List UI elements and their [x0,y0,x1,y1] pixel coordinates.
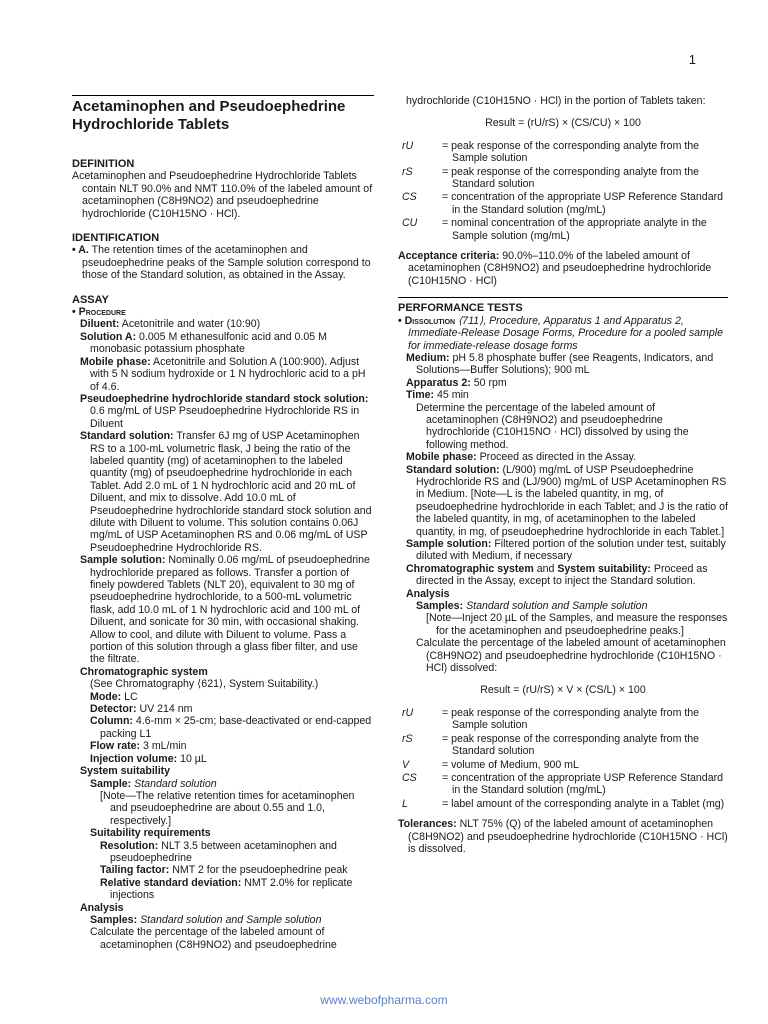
footer-link[interactable]: www.webofpharma.com [320,993,448,1007]
resolution-label: Resolution: [100,839,159,852]
dissolution-chromatographic-system [398,563,728,588]
standard-text: Transfer 6J mg of USP Acetaminophen RS to a 100-mL volumetric flask, J being the ratio of the labeled quantity (mg) of acetaminophen to the labeled quantity (mg) of pseudoephedrine hydrochloride in each Tablet. Add 2.0 mL of 1 N hydrochloric acid and 20 mL of Diluent, and mix to dissolve. Add 10.0 mL of Pseudoephedrine hydrochloride standard stock solution and dilute with Diluent to volume. This solution contains 0.06J mg/mL of USP Acetaminophen RS and 0.06 mg/mL of USP Pseudoephedrine Hydrochloride RS. [90,430,372,554]
def-text: = peak response of the corresponding analyte from the Sample solution [442,706,700,732]
pse-stock-text: 0.6 mg/mL of USP Pseudoephedrine Hydrochloride RS in Diluent [90,405,360,430]
def-text: = peak response of the corresponding analyte from the Standard solution [442,732,700,758]
detector-label: Detector: [90,703,137,716]
sample-text: Nominally 0.06 mg/mL of pseudoephedrine hydrochloride prepared as follows. Transfer a portion of finely powdered Tablets (NLT 20), equivalent to 30 mg of pseudoephedrine hydrochloride, to a 500-mL volumetric flask, add 10.0 mL of 1 N hydrochloric acid and 100 mL of Diluent, and sonicate for 30 min, with occasional shaking. Allow to cool, and dilute with Diluent to volume. Pass a portion of this solution through a glass fiber filter, and use the filtrate. [90,554,370,666]
dissolution-analysis-heading: Analysis [406,587,450,600]
determine-text: Determine the percentage of the labeled amount of acetaminophen (C8H9NO2) and pseudoephedrine hydrochloride (C10H15NO · HCl) dissolved by using the following method. [416,401,689,451]
suitability-sample-label: Sample: [90,777,132,790]
definition-heading: DEFINITION [72,158,135,170]
dissolution-sample-solution [398,538,728,563]
column-label: Column: [90,715,133,728]
assay-formula: Result = (rU/rS) × (CS/CU) × 100 [485,117,641,130]
assay-def-ru [398,140,728,165]
sample-solution [72,554,374,666]
assay-samples-text: Standard solution and Sample solution [140,913,322,926]
flow-label: Flow rate: [90,740,141,753]
system-suitability-heading: System suitability [80,765,171,778]
acceptance-text: 90.0%–110.0% of the labeled amount of acetaminophen (C8H9NO2) and pseudoephedrine hydrochloride (C10H15NO · HCl) [408,250,712,287]
column [72,715,374,740]
identification-bullet: • A. [72,244,89,257]
assay-def-cu [398,217,728,242]
dissolution-def-ru [398,707,728,732]
def-text: = concentration of the appropriate USP Reference Standard in the Standard solution (mg/mL) [442,191,724,216]
column-text: 4.6-mm × 25-cm; base-deactivated or end-capped packing L1 [100,715,372,740]
mobile-phase-label: Mobile phase: [80,355,151,368]
dissolution-mobile-text: Proceed as directed in the Assay. [479,451,637,464]
def-text: = peak response of the corresponding analyte from the Sample solution [442,139,700,165]
dissolution-mobile-label: Mobile phase: [406,451,477,464]
mobile-phase [72,356,374,393]
def-symbol: rS [402,732,413,745]
flow-text: 3 mL/min [142,740,187,753]
standard-label: Standard solution: [80,430,174,443]
acceptance-label: Acceptance criteria: [398,250,500,263]
dissolution-std-label: Standard solution: [406,463,500,476]
apparatus-text: 50 rpm [473,376,507,389]
dissolution-std-text: (L/900) mg/mL of USP Pseudoephedrine Hydrochloride RS and (LJ/900) mg/mL of USP Acetaminophen RS in Medium. [Note—L is the labeled quantity, in mg, of pseudoephedrine hydrochloride in each Tablet; and J is the ratio of the labeled quantity, in mg, of acetaminophen to the labeled quantity, in mg, of pseudoephedrine hydrochloride in each Tablet.] [416,463,728,538]
medium-text: pH 5.8 phosphate buffer (see Reagents, Indicators, and Solutions—Buffer Solutions); 900 mL [416,351,714,377]
resolution [72,840,374,865]
def-symbol: L [402,797,408,810]
tailing-label: Tailing factor: [100,864,170,877]
dissolution-label: • Dissolution [398,314,456,327]
dissolution-def-rs [398,733,728,758]
dissolution-samples-text: Standard solution and Sample solution [466,600,648,613]
identification-heading: IDENTIFICATION [72,232,160,245]
suitability-note: [Note—The relative retention times for acetaminophen and pseudoephedrine are about 0.55 and 1.0, respectively.] [100,789,355,827]
dissolution-formula: Result = (rU/rS) × V × (CS/L) × 100 [480,684,646,697]
def-symbol: CS [402,191,417,204]
dissolution-chrom-text: Proceed as directed in the Assay, except to inject the Standard solution. [416,562,708,588]
mode-text: LC [124,690,138,703]
solution-a-label: Solution A: [80,330,137,343]
dissolution-def-l [398,798,728,810]
injection-volume [72,753,374,765]
def-text: = volume of Medium, 900 mL [442,758,579,771]
def-symbol: rU [402,139,414,152]
dissolution-chrom-label: Chromatographic system [406,562,534,575]
assay-calculation-continued: hydrochloride (C10H15NO · HCl) in the portion of Tablets taken: [406,95,706,107]
identification-a [72,244,374,281]
pse-stock-solution [72,393,374,430]
solution-a-text: 0.005 M ethanesulfonic acid and 0.05 M monobasic potassium phosphate [90,330,327,356]
def-text: = nominal concentration of the appropriate analyte in the Sample solution (mg/mL) [442,217,707,242]
assay-samples-label: Samples: [90,913,138,926]
dissolution-standard-solution [398,464,728,538]
tolerances-text: NLT 75% (Q) of the labeled amount of acetaminophen (C8H9NO2) and pseudoephedrine hydrochloride (C10H15NO · HCl) is dissolved. [408,818,728,855]
time [398,389,728,401]
left-column [72,95,374,951]
def-symbol: V [402,758,410,771]
dissolution-samples-label: Samples: [416,600,464,613]
tailing-factor [72,864,374,876]
medium [398,352,728,377]
assay-def-rs [398,166,728,191]
time-label: Time: [406,389,435,402]
dissolution-calculation: Calculate the percentage of the labeled amount of acetaminophen (C8H9NO2) and pseudoephedrine hydrochloride (C10H15NO · HCl) dissolved: [416,637,726,675]
tolerances-label: Tolerances: [398,818,457,831]
performance-tests-heading: PERFORMANCE TESTS [398,297,728,314]
right-column [398,95,728,855]
rsd-label: Relative standard deviation: [100,876,242,889]
def-symbol: CU [402,217,418,230]
acceptance-criteria [398,250,728,287]
def-text: = label amount of the corresponding analyte in a Tablet (mg) [442,797,725,810]
def-symbol: rU [402,706,414,719]
assay-calculation: Calculate the percentage of the labeled amount of acetaminophen (C8H9NO2) and pseudoephedrine [90,926,337,951]
time-text: 45 min [437,389,469,402]
document-title: Acetaminophen and Pseudoephedrine Hydrochloride Tablets [72,95,374,134]
dissolution-suit-label: System suitability: [557,562,651,575]
def-symbol: rS [402,165,413,178]
def-text: = peak response of the corresponding analyte from the Standard solution [442,165,700,191]
mobile-phase-text: Acetonitrile and Solution A (100:900). Adjust with 5 N sodium hydroxide or 1 N hydrochloric acid to a pH of 4.6. [90,355,366,393]
pse-stock-label: Pseudoephedrine hydrochloride standard stock solution: [80,392,369,405]
apparatus-label: Apparatus 2: [406,376,471,389]
page-number: 1 [688,52,696,67]
flow-rate [72,740,374,752]
standard-solution [72,430,374,554]
detector-text: UV 214 nm [139,703,193,716]
dissolution-reference: ⟨711⟩, Procedure, Apparatus 1 and Apparatus 2, Immediate-Release Dosage Forms, Procedure for a pooled sample for immediate-release dosage forms [408,314,724,352]
def-text: = concentration of the appropriate USP Reference Standard in the Standard solution (mg/mL) [442,771,724,797]
diluent [72,318,374,330]
dissolution-def-cs [398,772,728,797]
medium-label: Medium: [406,351,450,364]
assay-samples [72,914,374,926]
dissolution-smp-label: Sample solution: [406,538,492,550]
dissolution [398,315,728,352]
dissolution-smp-text: Filtered portion of the solution under test, suitably diluted with Medium, if necessary [416,538,726,563]
suitability-requirements-heading: Suitability requirements [90,827,211,840]
tolerances [398,818,728,855]
diluent-label: Diluent: [80,318,120,331]
dissolution-note: [Note—Inject 20 µL of the Samples, and measure the responses for the acetaminophen and pseudoephedrine peaks.] [426,612,728,637]
procedure-heading: • Procedure [72,306,126,319]
definition-text: Acetaminophen and Pseudoephedrine Hydrochloride Tablets contain NLT 90.0% and NMT 110.0% of the labeled amount of acetaminophen (C8H9NO2) and pseudoephedrine hydrochloride (C10H15NO · HCl). [72,170,373,220]
assay-heading: ASSAY [72,293,109,306]
solution-a [72,331,374,356]
dissolution-and: and [536,562,555,575]
suitability-sample [72,778,374,790]
def-symbol: CS [402,771,417,784]
suitability-sample-text: Standard solution [134,777,217,790]
detector [72,703,374,715]
chromatography-reference: (See Chromatography ⟨621⟩, System Suitability.) [90,678,319,691]
rsd-text: NMT 2.0% for replicate injections [110,876,353,902]
identification-text: The retention times of the acetaminophen and pseudoephedrine peaks of the Sample solution correspond to those of the Standard solution, as obtained in the Assay. [82,244,371,282]
assay-analysis-heading: Analysis [80,901,124,914]
chromatographic-system-heading: Chromatographic system [80,665,208,678]
assay-def-cs [398,191,728,216]
dissolution-definitions [398,707,728,810]
resolution-text: NLT 3.5 between acetaminophen and pseudoephedrine [110,839,337,864]
dissolution-def-v [398,759,728,771]
relative-standard-deviation [72,877,374,902]
sample-label: Sample solution: [80,554,166,567]
mode-label: Mode: [90,690,122,703]
dissolution-samples [398,600,728,612]
apparatus [398,377,728,389]
assay-definitions [398,140,728,242]
injection-label: Injection volume: [90,752,178,765]
tailing-text: NMT 2 for the pseudoephedrine peak [172,864,348,877]
dissolution-mobile-phase [398,451,728,463]
diluent-text: Acetonitrile and water (10:90) [121,318,261,331]
injection-text: 10 µL [180,752,207,765]
mode [72,691,374,703]
